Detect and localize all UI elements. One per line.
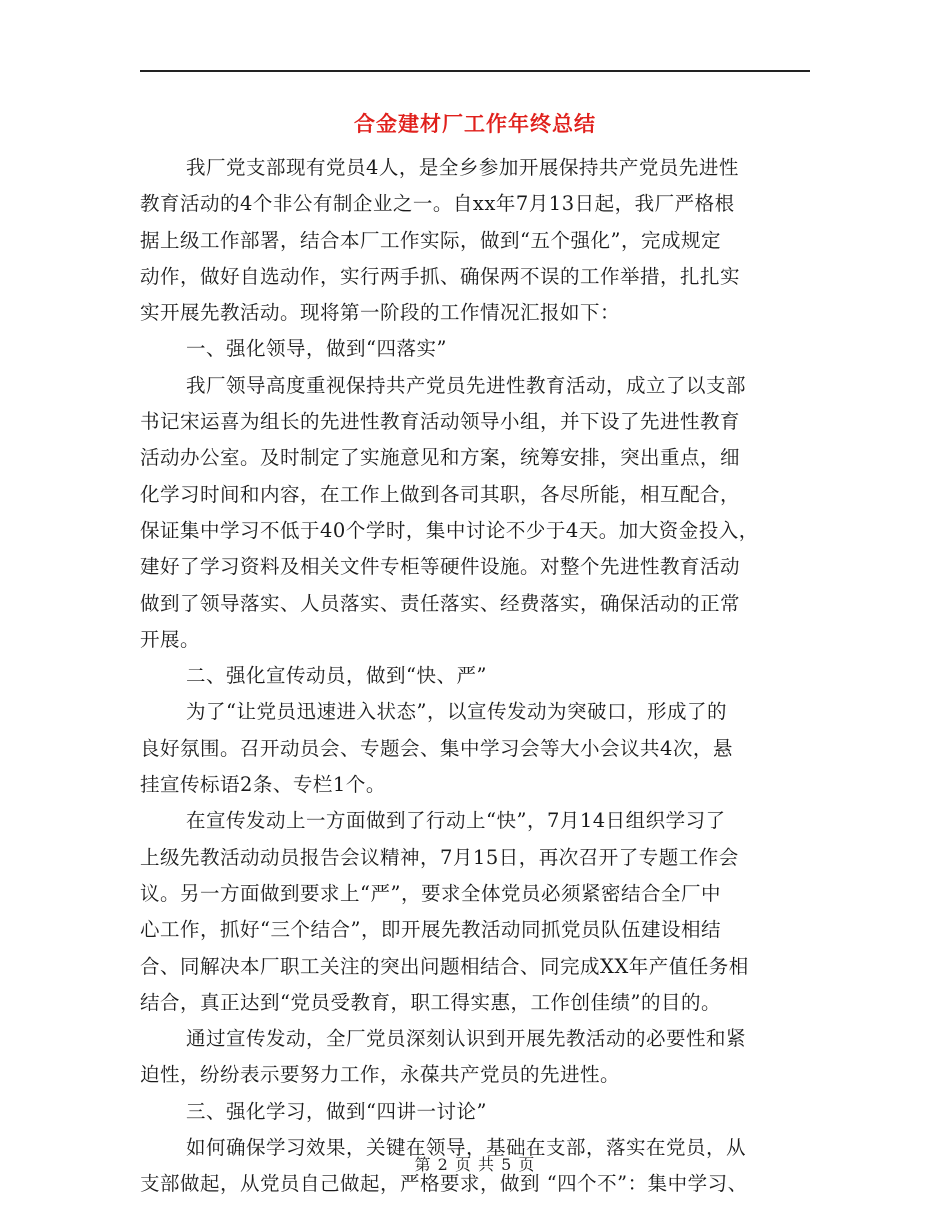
document-title: 合金建材厂工作年终总结 xyxy=(354,111,596,136)
text-line: 议。另一方面做到要求上“严”，要求全体党员必须紧密结合全厂中 xyxy=(140,881,721,905)
text-line: 据上级工作部署，结合本厂工作实际，做到“五个强化”，完成规定 xyxy=(140,228,721,252)
text-line: 在宣传发动上一方面做到了行动上“快”，7月14日组织学习了 xyxy=(186,809,726,833)
text-line: 三、强化学习，做到“四讲一讨论” xyxy=(186,1099,487,1123)
text-line: 实开展先教活动。现将第一阶段的工作情况汇报如下： xyxy=(140,301,621,325)
header-rule xyxy=(140,70,810,72)
text-line: 如何确保学习效果，关键在领导，基础在支部，落实在党员，从 xyxy=(186,1136,747,1160)
text-line: 结合，真正达到“党员受教育，职工得实惠，工作创佳绩”的目的。 xyxy=(140,990,721,1014)
text-line: 一、强化领导，做到“四落实” xyxy=(186,337,447,361)
text-line: 保证集中学习不低于40个学时，集中讨论不少于4天。加大资金投入， xyxy=(140,518,759,542)
text-line: 开展。 xyxy=(140,627,201,651)
text-line: 迫性，纷纷表示要努力工作，永葆共产党员的先进性。 xyxy=(140,1063,621,1087)
text-line: 教育活动的4个非公有制企业之一。自xx年7月13日起，我厂严格根 xyxy=(140,192,735,216)
text-line: 建好了学习资料及相关文件专柜等硬件设施。对整个先进性教育活动 xyxy=(140,555,741,579)
text-line: 书记宋运喜为组长的先进性教育活动领导小组，并下设了先进性教育 xyxy=(140,410,741,434)
text-line: 通过宣传发动，全厂党员深刻认识到开展先教活动的必要性和紧 xyxy=(186,1027,747,1051)
text-line: 合、同解决本厂职工关注的突出问题相结合、同完成XX年产值任务相 xyxy=(140,954,749,978)
text-line: 动作，做好自选动作，实行两手抓、确保两不误的工作举措，扎扎实 xyxy=(140,264,741,288)
text-line: 我厂党支部现有党员4人，是全乡参加开展保持共产党员先进性 xyxy=(186,156,739,179)
text-line: 支部做起，从党员自己做起，严格要求，做到 “四个不”：集中学习、 xyxy=(140,1172,748,1196)
page-footer: 第 2 页 共 5 页 xyxy=(414,1155,536,1174)
text-line: 心工作，抓好“三个结合”，即开展先教活动同抓党员队伍建设相结 xyxy=(140,918,721,942)
text-line: 我厂领导高度重视保持共产党员先进性教育活动，成立了以支部 xyxy=(186,373,747,397)
document-body xyxy=(140,150,810,1203)
text-line: 良好氛围。召开动员会、专题会、集中学习会等大小会议共4次，悬 xyxy=(140,736,733,760)
text-line: 为了“让党员迅速进入状态”，以宣传发动为突破口，形成了的 xyxy=(186,700,727,724)
text-line: 上级先教活动动员报告会议精神，7月15日，再次召开了专题工作会 xyxy=(140,845,739,869)
text-line: 化学习时间和内容，在工作上做到各司其职，各尽所能，相互配合， xyxy=(140,482,741,506)
text-line: 活动办公室。及时制定了实施意见和方案，统筹安排，突出重点，细 xyxy=(140,446,741,470)
text-line: 二、强化宣传动员，做到“快、严” xyxy=(186,664,487,688)
text-line: 挂宣传标语2条、专栏1个。 xyxy=(140,773,386,797)
text-line: 做到了领导落实、人员落实、责任落实、经费落实，确保活动的正常 xyxy=(140,591,741,615)
